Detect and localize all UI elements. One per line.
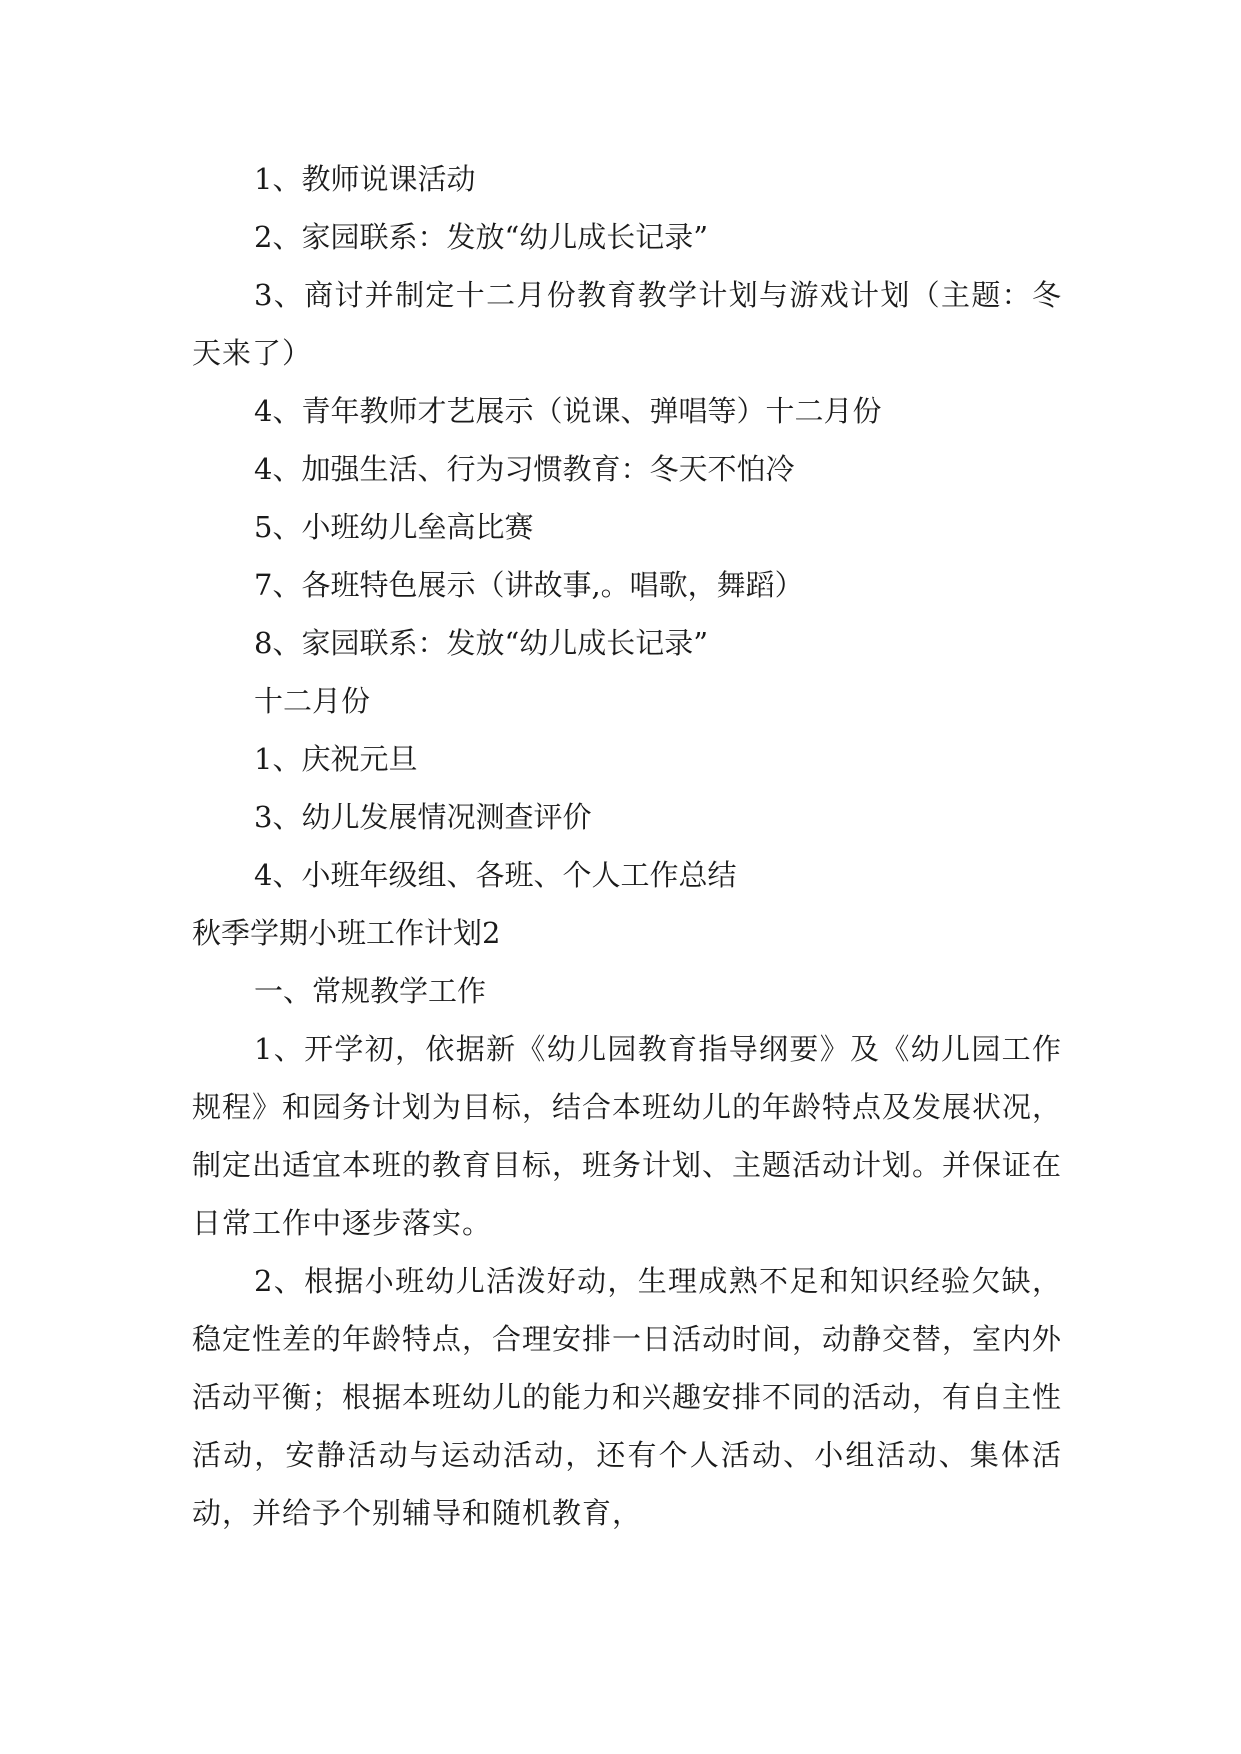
list-item: 1、教师说课活动: [254, 162, 476, 196]
subsection-title: 一、常规教学工作: [254, 974, 487, 1008]
paragraph: 2、根据小班幼儿活泼好动，生理成熟不足和知识经验欠缺，稳定性差的年龄特点，合理安排一日活动时间，动静交替，室内外活动平衡；根据本班幼儿的能力和兴趣安排不同的活动，有自主性活动，安静活动与运动活动，还有个人活动、小组活动、集体活动，并给予个别辅导和随机教育，: [192, 1264, 1063, 1530]
month-heading: 十二月份: [254, 684, 371, 718]
document-page: [192, 150, 1062, 1542]
list-item: 5、小班幼儿垒高比赛: [254, 510, 534, 544]
section-title: 秋季学期小班工作计划2: [192, 916, 501, 950]
list-item: 2、家园联系：发放“幼儿成长记录”: [254, 220, 709, 254]
list-item: 3、幼儿发展情况测查评价: [254, 800, 592, 834]
list-item: 8、家园联系：发放“幼儿成长记录”: [254, 626, 709, 660]
paragraph: 1、开学初，依据新《幼儿园教育指导纲要》及《幼儿园工作规程》和园务计划为目标，结合本班幼儿的年龄特点及发展状况，制定出适宜本班的教育目标，班务计划、主题活动计划。并保证在日常工作中逐步落实。: [192, 1032, 1063, 1240]
list-item: 4、加强生活、行为习惯教育：冬天不怕冷: [254, 452, 795, 486]
list-item: 7、各班特色展示（讲故事,。唱歌，舞蹈）: [254, 568, 804, 602]
list-item: 4、青年教师才艺展示（说课、弹唱等）十二月份: [254, 394, 882, 428]
list-item: 4、小班年级组、各班、个人工作总结: [254, 858, 737, 892]
list-item: 1、庆祝元旦: [254, 742, 418, 776]
list-item: 3、商讨并制定十二月份教育教学计划与游戏计划（主题：冬天来了）: [192, 278, 1062, 370]
